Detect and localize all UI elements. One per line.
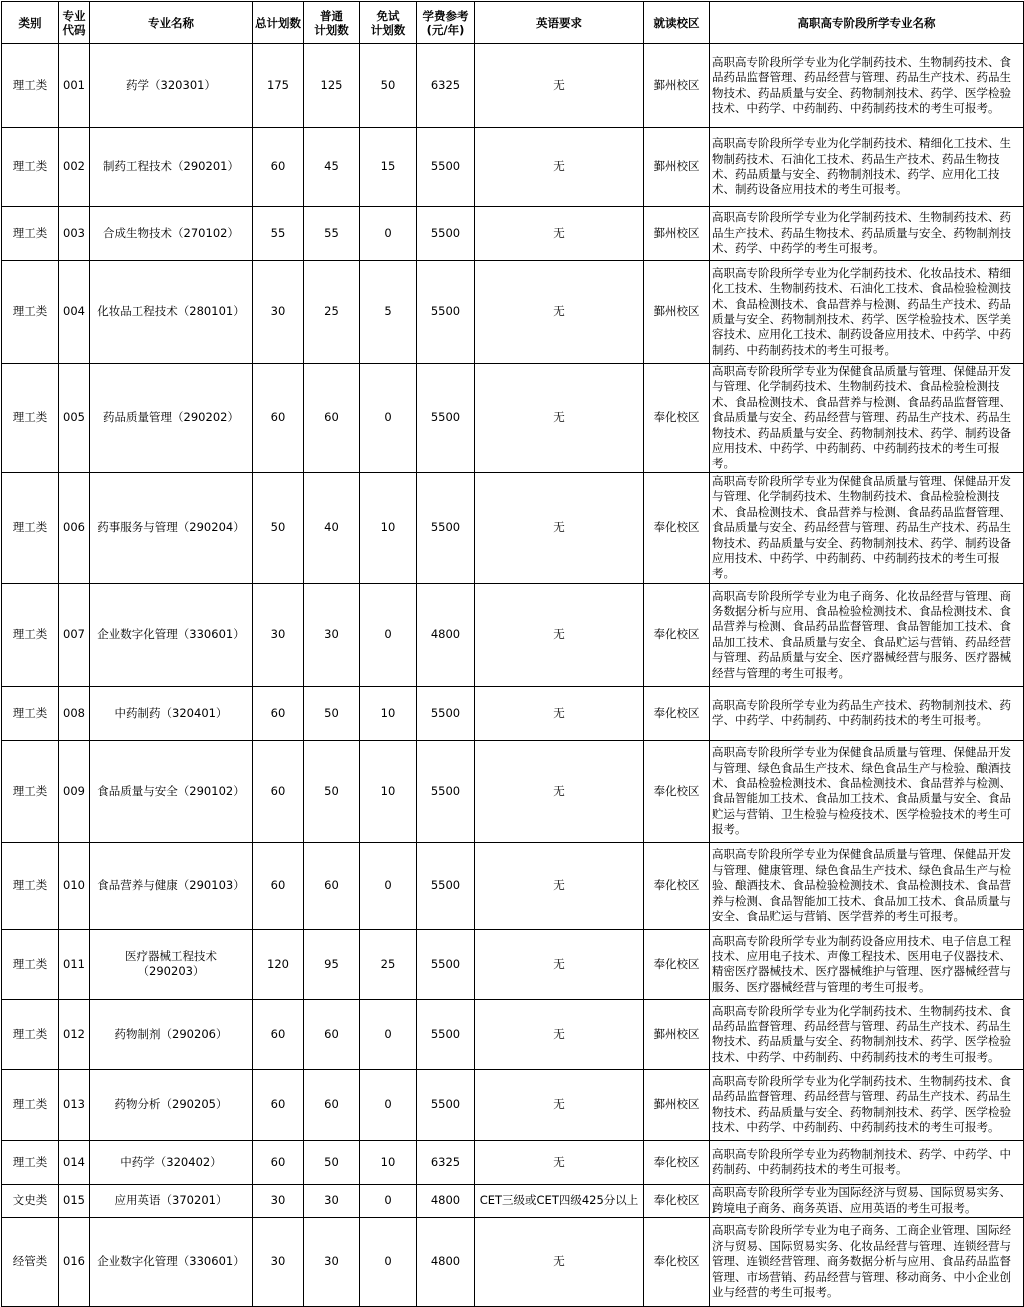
table-row <box>2 472 1024 583</box>
category-cell: 理工类 <box>2 999 59 1069</box>
major-name-cell: 中药学（320402） <box>90 1140 253 1184</box>
category-cell: 理工类 <box>2 207 59 261</box>
campus-cell: 奉化校区 <box>644 1140 710 1184</box>
campus-cell: 奉化校区 <box>644 929 710 999</box>
category-cell: 理工类 <box>2 1140 59 1184</box>
prereq-majors-cell: 高职高专阶段所学专业为药品生产技术、药物制剂技术、药学、中药学、中药制药、中药制药技术的考生可报考。 <box>710 686 1024 740</box>
table-row <box>2 44 1024 128</box>
major-name-cell: 化妆品工程技术（280101） <box>90 261 253 364</box>
tuition-cell: 5500 <box>417 364 475 473</box>
regular-plan-cell: 125 <box>304 44 360 128</box>
table-row <box>2 1069 1024 1140</box>
campus-cell: 奉化校区 <box>644 686 710 740</box>
prereq-majors-cell: 高职高专阶段所学专业为化学制药技术、生物制药技术、药品生产技术、药品生物技术、药品质量与安全、药物制剂技术、药学、中药学的考生可报考。 <box>710 207 1024 261</box>
major-name-cell: 制药工程技术（290201） <box>90 128 253 207</box>
english-requirement-cell: 无 <box>475 1217 644 1306</box>
regular-plan-cell: 60 <box>304 842 360 929</box>
prereq-majors-cell: 高职高专阶段所学专业为化学制药技术、精细化工技术、生物制药技术、石油化工技术、药品生产技术、药品生物技术、药品质量与安全、药物制剂技术、药学、应用化工技术、制药设备应用技术的考生可报考。 <box>710 128 1024 207</box>
table-header-row <box>2 2 1024 44</box>
campus-cell: 鄞州校区 <box>644 999 710 1069</box>
exempt-plan-cell: 0 <box>360 999 417 1069</box>
header-campus: 就读校区 <box>644 2 710 44</box>
exempt-plan-cell: 10 <box>360 472 417 583</box>
major-name-cell: 药物制剂（290206） <box>90 999 253 1069</box>
table-row <box>2 842 1024 929</box>
campus-cell: 鄞州校区 <box>644 128 710 207</box>
major-name-cell: 应用英语（370201） <box>90 1184 253 1217</box>
exempt-plan-cell: 10 <box>360 740 417 842</box>
code-cell: 011 <box>59 929 90 999</box>
code-cell: 014 <box>59 1140 90 1184</box>
exempt-plan-cell: 0 <box>360 1184 417 1217</box>
regular-plan-cell: 30 <box>304 1184 360 1217</box>
code-cell: 002 <box>59 128 90 207</box>
total-plan-cell: 175 <box>253 44 304 128</box>
exempt-plan-cell: 0 <box>360 583 417 686</box>
tuition-cell: 5500 <box>417 128 475 207</box>
header-prereq: 高职高专阶段所学专业名称 <box>710 2 1024 44</box>
table-row <box>2 261 1024 364</box>
category-cell: 理工类 <box>2 44 59 128</box>
category-cell: 经管类 <box>2 1217 59 1306</box>
tuition-cell: 5500 <box>417 1069 475 1140</box>
table-row <box>2 929 1024 999</box>
category-cell: 理工类 <box>2 686 59 740</box>
code-cell: 010 <box>59 842 90 929</box>
regular-plan-cell: 40 <box>304 472 360 583</box>
campus-cell: 鄞州校区 <box>644 261 710 364</box>
total-plan-cell: 30 <box>253 1217 304 1306</box>
regular-plan-cell: 60 <box>304 1069 360 1140</box>
major-name-cell: 医疗器械工程技术 （290203） <box>90 929 253 999</box>
regular-plan-cell: 50 <box>304 1140 360 1184</box>
table-row <box>2 583 1024 686</box>
regular-plan-cell: 50 <box>304 686 360 740</box>
header-regular: 普通 计划数 <box>304 2 360 44</box>
regular-plan-cell: 30 <box>304 583 360 686</box>
table-row <box>2 1140 1024 1184</box>
prereq-majors-cell: 高职高专阶段所学专业为保健食品质量与管理、保健品开发与管理、绿色食品生产技术、绿色食品生产与检验、酿酒技术、食品检验检测技术、食品检测技术、食品营养与检测、食品智能加工技术、食品加工技术、食品质量与安全、食品贮运与营销、卫生检验与检疫技术、医学检验技术的考生可报考。 <box>710 740 1024 842</box>
major-name-cell: 企业数字化管理（330601） <box>90 1217 253 1306</box>
major-name-cell: 药学（320301） <box>90 44 253 128</box>
campus-cell: 奉化校区 <box>644 364 710 473</box>
header-total: 总计划数 <box>253 2 304 44</box>
english-requirement-cell: 无 <box>475 999 644 1069</box>
header-category: 类别 <box>2 2 59 44</box>
header-tuition: 学费参考 (元/年) <box>417 2 475 44</box>
code-cell: 016 <box>59 1217 90 1306</box>
regular-plan-cell: 55 <box>304 207 360 261</box>
english-requirement-cell: 无 <box>475 1069 644 1140</box>
regular-plan-cell: 95 <box>304 929 360 999</box>
exempt-plan-cell: 15 <box>360 128 417 207</box>
regular-plan-cell: 50 <box>304 740 360 842</box>
code-cell: 006 <box>59 472 90 583</box>
prereq-majors-cell: 高职高专阶段所学专业为电子商务、工商企业管理、国际经济与贸易、国际贸易实务、化妆品经营与管理、连锁经营与管理、连锁经营管理、商务数据分析与应用、食品药品监督管理、市场营销、药品经营与管理、移动商务、中小企业创业与经营的考生可报考。 <box>710 1217 1024 1306</box>
category-cell: 文史类 <box>2 1184 59 1217</box>
header-exempt: 免试 计划数 <box>360 2 417 44</box>
table-row <box>2 1217 1024 1306</box>
prereq-majors-cell: 高职高专阶段所学专业为化学制药技术、生物制药技术、食品药品监督管理、药品经营与管理、药品生产技术、药品生物技术、药品质量与安全、药物制剂技术、药学、医学检验技术、中药学、中药制药、中药制药技术的考生可报考。 <box>710 1069 1024 1140</box>
english-requirement-cell: 无 <box>475 44 644 128</box>
english-requirement-cell: CET三级或CET四级425分以上 <box>475 1184 644 1217</box>
total-plan-cell: 120 <box>253 929 304 999</box>
regular-plan-cell: 25 <box>304 261 360 364</box>
category-cell: 理工类 <box>2 261 59 364</box>
category-cell: 理工类 <box>2 583 59 686</box>
tuition-cell: 5500 <box>417 999 475 1069</box>
campus-cell: 奉化校区 <box>644 472 710 583</box>
prereq-majors-cell: 高职高专阶段所学专业为制药设备应用技术、电子信息工程技术、应用电子技术、声像工程技术、医用电子仪器技术、精密医疗器械技术、医疗器械维护与管理、医疗器械经营与服务、医疗器械经营与管理的考生可报考。 <box>710 929 1024 999</box>
tuition-cell: 6325 <box>417 1140 475 1184</box>
exempt-plan-cell: 10 <box>360 1140 417 1184</box>
prereq-majors-cell: 高职高专阶段所学专业为国际经济与贸易、国际贸易实务、跨境电子商务、商务英语、应用英语的考生可报考。 <box>710 1184 1024 1217</box>
code-cell: 005 <box>59 364 90 473</box>
code-cell: 003 <box>59 207 90 261</box>
exempt-plan-cell: 50 <box>360 44 417 128</box>
english-requirement-cell: 无 <box>475 364 644 473</box>
tuition-cell: 5500 <box>417 740 475 842</box>
category-cell: 理工类 <box>2 472 59 583</box>
tuition-cell: 5500 <box>417 842 475 929</box>
exempt-plan-cell: 0 <box>360 1069 417 1140</box>
total-plan-cell: 30 <box>253 261 304 364</box>
major-name-cell: 药品质量管理（290202） <box>90 364 253 473</box>
regular-plan-cell: 60 <box>304 999 360 1069</box>
header-english: 英语要求 <box>475 2 644 44</box>
major-name-cell: 食品营养与健康（290103） <box>90 842 253 929</box>
prereq-majors-cell: 高职高专阶段所学专业为保健食品质量与管理、保健品开发与管理、化学制药技术、生物制药技术、食品检验检测技术、食品检测技术、食品营养与检测、食品药品监督管理、食品质量与安全、药品经营与管理、药品生产技术、药品生物技术、药品质量与安全、药物制剂技术、药学、制药设备应用技术、中药学、中药制药、中药制药技术的考生可报考。 <box>710 472 1024 583</box>
major-name-cell: 药物分析（290205） <box>90 1069 253 1140</box>
campus-cell: 奉化校区 <box>644 842 710 929</box>
major-name-cell: 中药制药（320401） <box>90 686 253 740</box>
campus-cell: 鄞州校区 <box>644 44 710 128</box>
major-name-cell: 食品质量与安全（290102） <box>90 740 253 842</box>
table-row <box>2 686 1024 740</box>
tuition-cell: 4800 <box>417 583 475 686</box>
campus-cell: 奉化校区 <box>644 740 710 842</box>
tuition-cell: 5500 <box>417 472 475 583</box>
exempt-plan-cell: 25 <box>360 929 417 999</box>
code-cell: 007 <box>59 583 90 686</box>
table-row <box>2 207 1024 261</box>
tuition-cell: 5500 <box>417 261 475 364</box>
total-plan-cell: 60 <box>253 842 304 929</box>
code-cell: 015 <box>59 1184 90 1217</box>
header-major: 专业名称 <box>90 2 253 44</box>
campus-cell: 奉化校区 <box>644 1217 710 1306</box>
exempt-plan-cell: 0 <box>360 207 417 261</box>
total-plan-cell: 60 <box>253 364 304 473</box>
total-plan-cell: 60 <box>253 740 304 842</box>
regular-plan-cell: 60 <box>304 364 360 473</box>
category-cell: 理工类 <box>2 740 59 842</box>
campus-cell: 鄞州校区 <box>644 207 710 261</box>
total-plan-cell: 50 <box>253 472 304 583</box>
exempt-plan-cell: 5 <box>360 261 417 364</box>
exempt-plan-cell: 0 <box>360 364 417 473</box>
regular-plan-cell: 45 <box>304 128 360 207</box>
table-row <box>2 1184 1024 1217</box>
total-plan-cell: 60 <box>253 1140 304 1184</box>
tuition-cell: 5500 <box>417 207 475 261</box>
tuition-cell: 4800 <box>417 1217 475 1306</box>
total-plan-cell: 30 <box>253 1184 304 1217</box>
campus-cell: 鄞州校区 <box>644 1069 710 1140</box>
enrollment-plan-table <box>1 1 1024 1307</box>
total-plan-cell: 55 <box>253 207 304 261</box>
table-row <box>2 128 1024 207</box>
category-cell: 理工类 <box>2 364 59 473</box>
exempt-plan-cell: 10 <box>360 686 417 740</box>
code-cell: 012 <box>59 999 90 1069</box>
tuition-cell: 5500 <box>417 686 475 740</box>
total-plan-cell: 60 <box>253 128 304 207</box>
major-name-cell: 企业数字化管理（330601） <box>90 583 253 686</box>
category-cell: 理工类 <box>2 929 59 999</box>
campus-cell: 奉化校区 <box>644 583 710 686</box>
exempt-plan-cell: 0 <box>360 842 417 929</box>
code-cell: 008 <box>59 686 90 740</box>
total-plan-cell: 60 <box>253 686 304 740</box>
prereq-majors-cell: 高职高专阶段所学专业为电子商务、化妆品经营与管理、商务数据分析与应用、食品检验检测技术、食品检测技术、食品营养与检测、食品药品监督管理、食品智能加工技术、食品加工技术、食品质量与安全、食品贮运与营销、药品经营与管理、药品质量与安全、医疗器械经营与服务、医疗器械经营与管理的考生可报考。 <box>710 583 1024 686</box>
english-requirement-cell: 无 <box>475 1140 644 1184</box>
english-requirement-cell: 无 <box>475 686 644 740</box>
prereq-majors-cell: 高职高专阶段所学专业为化学制药技术、生物制药技术、食品药品监督管理、药品经营与管理、药品生产技术、药品生物技术、药品质量与安全、药物制剂技术、药学、医学检验技术、中药学、中药制药、中药制药技术的考生可报考。 <box>710 999 1024 1069</box>
major-name-cell: 合成生物技术（270102） <box>90 207 253 261</box>
english-requirement-cell: 无 <box>475 261 644 364</box>
code-cell: 001 <box>59 44 90 128</box>
exempt-plan-cell: 0 <box>360 1217 417 1306</box>
code-cell: 004 <box>59 261 90 364</box>
prereq-majors-cell: 高职高专阶段所学专业为药物制剂技术、药学、中药学、中药制药、中药制药技术的考生可报考。 <box>710 1140 1024 1184</box>
english-requirement-cell: 无 <box>475 472 644 583</box>
prereq-majors-cell: 高职高专阶段所学专业为保健食品质量与管理、保健品开发与管理、健康管理、绿色食品生产技术、绿色食品生产与检验、酿酒技术、食品检验检测技术、食品检测技术、食品营养与检测、食品智能加工技术、食品加工技术、食品质量与安全、食品贮运与营销、医学营养的考生可报考。 <box>710 842 1024 929</box>
total-plan-cell: 60 <box>253 1069 304 1140</box>
regular-plan-cell: 30 <box>304 1217 360 1306</box>
tuition-cell: 6325 <box>417 44 475 128</box>
code-cell: 009 <box>59 740 90 842</box>
tuition-cell: 5500 <box>417 929 475 999</box>
prereq-majors-cell: 高职高专阶段所学专业为化学制药技术、化妆品技术、精细化工技术、生物制药技术、石油化工技术、食品检验检测技术、食品检测技术、食品营养与检测、药品生产技术、药品质量与安全、药物制剂技术、药学、医学检验技术、医学美容技术、应用化工技术、制药设备应用技术、中药学、中药制药、中药制药技术的考生可报考。 <box>710 261 1024 364</box>
category-cell: 理工类 <box>2 128 59 207</box>
english-requirement-cell: 无 <box>475 207 644 261</box>
tuition-cell: 4800 <box>417 1184 475 1217</box>
campus-cell: 奉化校区 <box>644 1184 710 1217</box>
header-code: 专业 代码 <box>59 2 90 44</box>
total-plan-cell: 30 <box>253 583 304 686</box>
category-cell: 理工类 <box>2 842 59 929</box>
english-requirement-cell: 无 <box>475 583 644 686</box>
prereq-majors-cell: 高职高专阶段所学专业为保健食品质量与管理、保健品开发与管理、化学制药技术、生物制药技术、食品检验检测技术、食品检测技术、食品营养与检测、食品药品监督管理、食品质量与安全、药品经营与管理、药品生产技术、药品生物技术、药品质量与安全、药物制剂技术、药学、制药设备应用技术、中药学、中药制药、中药制药技术的考生可报考。 <box>710 364 1024 473</box>
english-requirement-cell: 无 <box>475 842 644 929</box>
prereq-majors-cell: 高职高专阶段所学专业为化学制药技术、生物制药技术、食品药品监督管理、药品经营与管理、药品生产技术、药品生物技术、药品质量与安全、药物制剂技术、药学、医学检验技术、中药学、中药制药、中药制药技术的考生可报考。 <box>710 44 1024 128</box>
total-plan-cell: 60 <box>253 999 304 1069</box>
english-requirement-cell: 无 <box>475 128 644 207</box>
category-cell: 理工类 <box>2 1069 59 1140</box>
table-row <box>2 740 1024 842</box>
table-row <box>2 999 1024 1069</box>
english-requirement-cell: 无 <box>475 740 644 842</box>
code-cell: 013 <box>59 1069 90 1140</box>
table-row <box>2 364 1024 473</box>
major-name-cell: 药事服务与管理（290204） <box>90 472 253 583</box>
english-requirement-cell: 无 <box>475 929 644 999</box>
